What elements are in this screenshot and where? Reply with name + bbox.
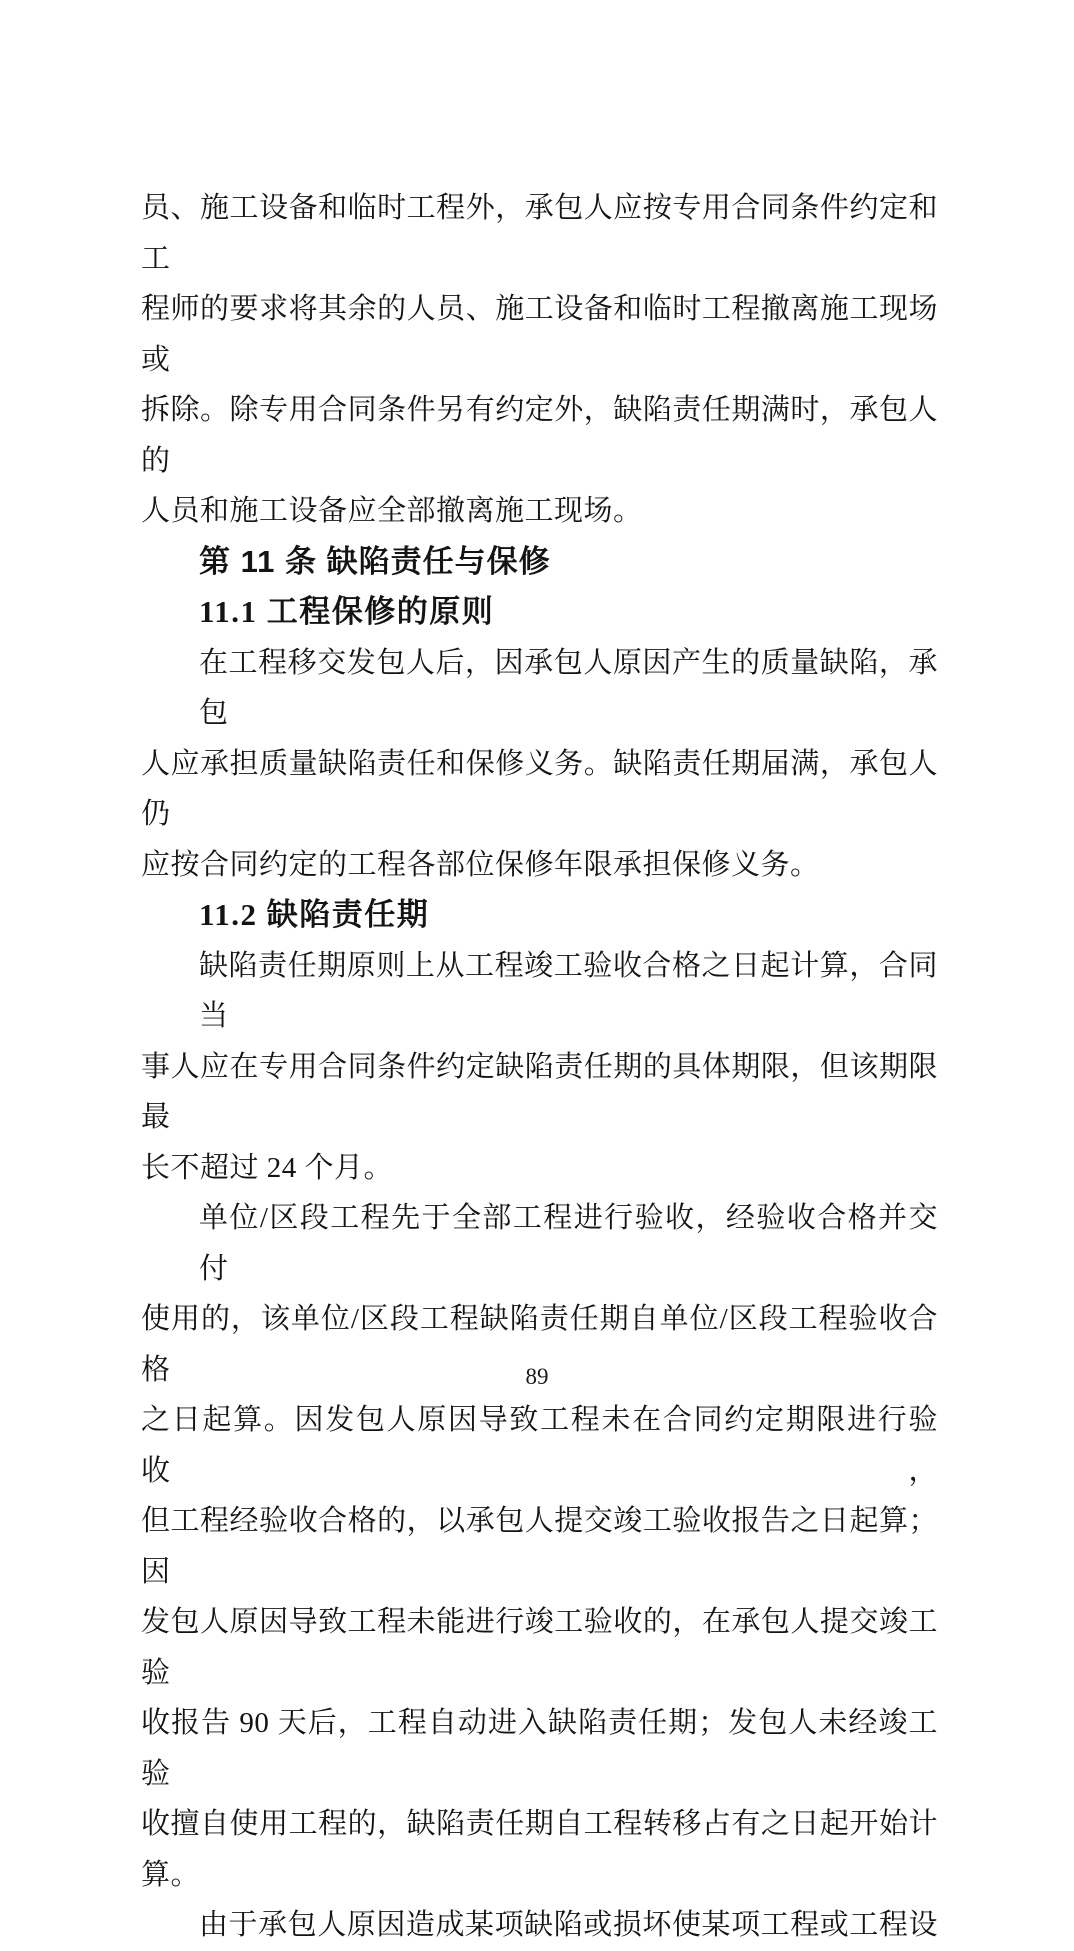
paragraph — [141, 941, 938, 1194]
text-line: 长不超过 24 个月。 — [141, 1151, 394, 1184]
text-line: 人应承担质量缺陷责任和保修义务。缺陷责任期届满，承包人仍 — [141, 747, 938, 830]
text-line: 收报告 90 天后，工程自动进入缺陷责任期；发包人未经竣工验 — [141, 1707, 938, 1790]
text-line: 发包人原因导致工程未能进行竣工验收的，在承包人提交竣工验 — [141, 1606, 938, 1689]
text-line: 单位/区段工程先于全部工程进行验收，经验收合格并交付 — [199, 1202, 938, 1285]
paragraph — [141, 183, 938, 537]
text-line: 算。 — [141, 1858, 201, 1891]
text-line: 拆除。除专用合同条件另有约定外，缺陷责任期满时，承包人的 — [141, 394, 938, 477]
text-line: 使用的，该单位/区段工程缺陷责任期自单位/区段工程验收合格 — [141, 1303, 938, 1386]
page-number: 89 — [525, 1364, 549, 1389]
text-line: 员、施工设备和临时工程外，承包人应按专用合同条件约定和工 — [141, 192, 938, 275]
text-line: 收擅自使用工程的，缺陷责任期自工程转移占有之日起开始计 — [141, 1808, 938, 1840]
text-line: 程师的要求将其余的人员、施工设备和临时工程撤离施工现场或 — [141, 293, 938, 376]
heading-chapter: 第 11 条 缺陷责任与保修 — [199, 543, 551, 579]
heading-section: 11.1 工程保修的原则 — [199, 594, 495, 629]
text-line: 事人应在专用合同条件约定缺陷责任期的具体期限，但该期限最 — [141, 1050, 938, 1133]
text-line: 缺陷责任期原则上从工程竣工验收合格之日起计算，合同当 — [199, 949, 938, 1032]
heading-section: 11.2 缺陷责任期 — [199, 897, 430, 932]
text-line: 之日起算。因发包人原因导致工程未在合同约定期限进行验收， — [141, 1404, 938, 1487]
paragraph — [141, 1900, 938, 1951]
paragraph — [141, 638, 938, 891]
document-body — [141, 183, 938, 1951]
text-line: 但工程经验收合格的，以承包人提交竣工验收报告之日起算；因 — [141, 1505, 938, 1588]
text-line: 应按合同约定的工程各部位保修年限承担保修义务。 — [141, 848, 820, 881]
text-line: 人员和施工设备应全部撤离施工现场。 — [141, 495, 643, 527]
text-line: 由于承包人原因造成某项缺陷或损坏使某项工程或工程设 — [199, 1909, 938, 1941]
paragraph — [141, 1193, 938, 1900]
text-line: 在工程移交发包人后，因承包人原因产生的质量缺陷，承包 — [199, 646, 938, 729]
